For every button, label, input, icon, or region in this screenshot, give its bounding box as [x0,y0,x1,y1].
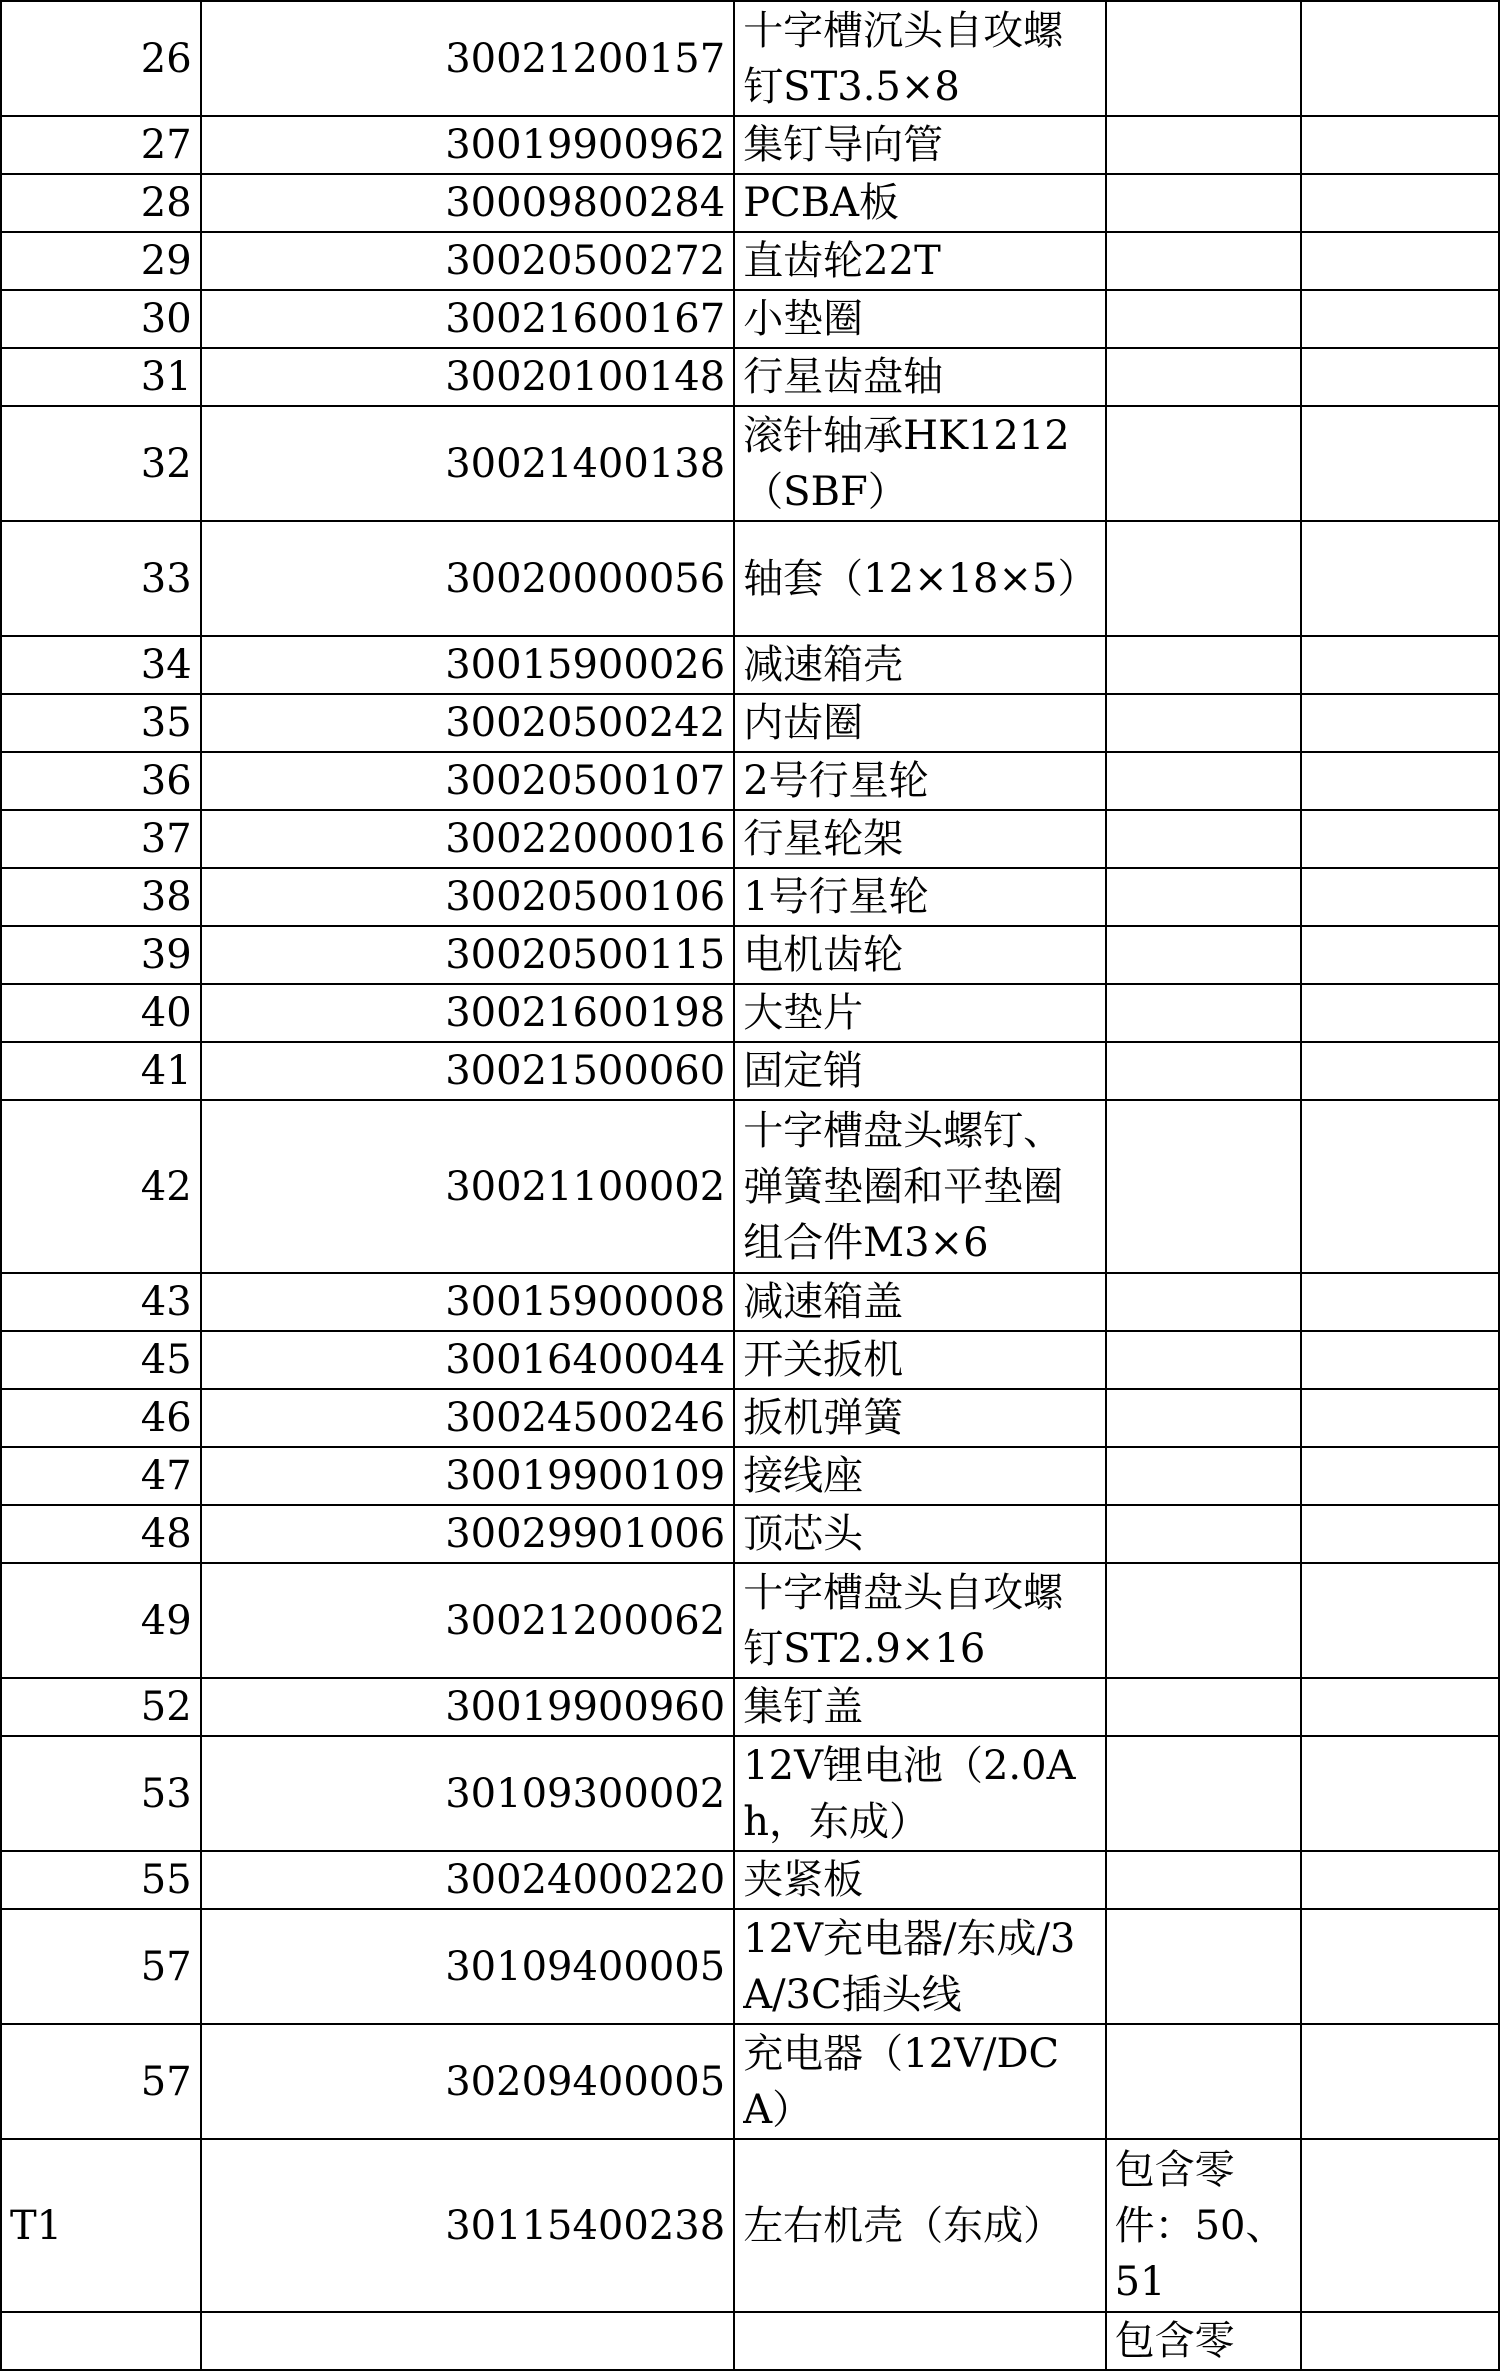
item-number-cell: 57 [1,1909,201,2024]
part-code-cell: 30016400044 [201,1331,734,1389]
remark-cell [1106,174,1302,232]
blank-cell [1301,926,1499,984]
part-code-cell: 30021600198 [201,984,734,1042]
table-row [1,521,1499,636]
blank-cell [1301,1331,1499,1389]
blank-cell [1301,1273,1499,1331]
table-row [1,1389,1499,1447]
table-row [1,1851,1499,1909]
blank-cell [1301,1563,1499,1678]
blank-cell [1301,174,1499,232]
part-name-cell: 夹紧板 [734,1851,1105,1909]
remark-cell [1106,290,1302,348]
parts-table-body [1,1,1499,2370]
table-row [1,2312,1499,2370]
blank-cell [1301,1505,1499,1563]
item-number-cell [1,2312,201,2370]
part-name-cell: 集钉导向管 [734,116,1105,174]
part-name-cell: 滚针轴承HK1212（SBF） [734,406,1105,521]
part-code-cell: 30009800284 [201,174,734,232]
part-name-cell: 固定销 [734,1042,1105,1100]
table-row [1,752,1499,810]
part-name-cell [734,2312,1105,2370]
blank-cell [1301,1447,1499,1505]
table-row [1,1447,1499,1505]
part-code-cell: 30021500060 [201,1042,734,1100]
table-row [1,1678,1499,1736]
part-name-cell: 减速箱盖 [734,1273,1105,1331]
part-code-cell: 30020000056 [201,521,734,636]
remark-cell [1106,2024,1302,2139]
part-name-cell: 大垫片 [734,984,1105,1042]
part-code-cell: 30021200062 [201,1563,734,1678]
item-number-cell: 38 [1,868,201,926]
table-row [1,694,1499,752]
table-row [1,1331,1499,1389]
part-code-cell: 30021400138 [201,406,734,521]
blank-cell [1301,406,1499,521]
remark-cell [1106,1678,1302,1736]
remark-cell [1106,1563,1302,1678]
part-code-cell: 30020500106 [201,868,734,926]
blank-cell [1301,2024,1499,2139]
table-row [1,810,1499,868]
remark-cell [1106,1447,1302,1505]
part-code-cell: 30024000220 [201,1851,734,1909]
item-number-cell: 36 [1,752,201,810]
item-number-cell: 42 [1,1100,201,1273]
remark-cell [1106,406,1302,521]
blank-cell [1301,868,1499,926]
part-name-cell: 行星轮架 [734,810,1105,868]
blank-cell [1301,1909,1499,2024]
blank-cell [1301,290,1499,348]
part-name-cell: 十字槽盘头自攻螺钉ST2.9×16 [734,1563,1105,1678]
blank-cell [1301,1,1499,116]
part-code-cell: 30209400005 [201,2024,734,2139]
part-code-cell [201,2312,734,2370]
table-row [1,2139,1499,2312]
item-number-cell: 33 [1,521,201,636]
remark-cell [1106,926,1302,984]
blank-cell [1301,752,1499,810]
item-number-cell: 37 [1,810,201,868]
item-number-cell: 48 [1,1505,201,1563]
remark-cell [1106,348,1302,406]
table-row [1,868,1499,926]
part-name-cell: PCBA板 [734,174,1105,232]
item-number-cell: 45 [1,1331,201,1389]
part-code-cell: 30109400005 [201,1909,734,2024]
table-row [1,1736,1499,1851]
remark-cell [1106,1,1302,116]
part-code-cell: 30109300002 [201,1736,734,1851]
remark-cell [1106,116,1302,174]
blank-cell [1301,521,1499,636]
part-name-cell: 充电器（12V/DCA） [734,2024,1105,2139]
part-code-cell: 30019900962 [201,116,734,174]
item-number-cell: 32 [1,406,201,521]
item-number-cell: 34 [1,636,201,694]
table-row [1,1505,1499,1563]
item-number-cell: T1 [1,2139,201,2312]
remark-cell [1106,868,1302,926]
remark-cell [1106,1389,1302,1447]
remark-cell [1106,752,1302,810]
item-number-cell: 41 [1,1042,201,1100]
table-row [1,1042,1499,1100]
remark-cell [1106,1042,1302,1100]
blank-cell [1301,116,1499,174]
blank-cell [1301,2139,1499,2312]
part-name-cell: 小垫圈 [734,290,1105,348]
remark-cell [1106,521,1302,636]
remark-cell [1106,1331,1302,1389]
part-name-cell: 十字槽盘头螺钉、弹簧垫圈和平垫圈组合件M3×6 [734,1100,1105,1273]
blank-cell [1301,1678,1499,1736]
part-name-cell: 接线座 [734,1447,1105,1505]
item-number-cell: 55 [1,1851,201,1909]
blank-cell [1301,1042,1499,1100]
part-code-cell: 30024500246 [201,1389,734,1447]
remark-cell [1106,1505,1302,1563]
item-number-cell: 28 [1,174,201,232]
part-code-cell: 30020500107 [201,752,734,810]
remark-cell: 包含零件：50、51 [1106,2139,1302,2312]
blank-cell [1301,1389,1499,1447]
item-number-cell: 49 [1,1563,201,1678]
remark-cell [1106,1273,1302,1331]
blank-cell [1301,694,1499,752]
part-code-cell: 30021100002 [201,1100,734,1273]
part-code-cell: 30021600167 [201,290,734,348]
blank-cell [1301,1851,1499,1909]
part-name-cell: 开关扳机 [734,1331,1105,1389]
item-number-cell: 47 [1,1447,201,1505]
part-name-cell: 电机齿轮 [734,926,1105,984]
blank-cell [1301,348,1499,406]
part-code-cell: 30015900026 [201,636,734,694]
table-row [1,1,1499,116]
blank-cell [1301,810,1499,868]
table-row [1,174,1499,232]
part-name-cell: 轴套（12×18×5） [734,521,1105,636]
table-row [1,1273,1499,1331]
part-code-cell: 30020100148 [201,348,734,406]
part-name-cell: 左右机壳（东成） [734,2139,1105,2312]
part-name-cell: 12V锂电池（2.0Ah，东成） [734,1736,1105,1851]
blank-cell [1301,1736,1499,1851]
item-number-cell: 27 [1,116,201,174]
part-code-cell: 30029901006 [201,1505,734,1563]
remark-cell [1106,636,1302,694]
item-number-cell: 31 [1,348,201,406]
part-name-cell: 顶芯头 [734,1505,1105,1563]
table-row [1,406,1499,521]
table-row [1,1100,1499,1273]
part-name-cell: 集钉盖 [734,1678,1105,1736]
table-row [1,926,1499,984]
table-row [1,984,1499,1042]
blank-cell [1301,636,1499,694]
part-code-cell: 30020500115 [201,926,734,984]
table-row [1,1909,1499,2024]
part-name-cell: 十字槽沉头自攻螺钉ST3.5×8 [734,1,1105,116]
remark-cell [1106,1100,1302,1273]
part-name-cell: 1号行星轮 [734,868,1105,926]
part-name-cell: 减速箱壳 [734,636,1105,694]
item-number-cell: 43 [1,1273,201,1331]
blank-cell [1301,2312,1499,2370]
remark-cell [1106,1909,1302,2024]
remark-cell [1106,1851,1302,1909]
part-name-cell: 直齿轮22T [734,232,1105,290]
remark-cell [1106,810,1302,868]
blank-cell [1301,232,1499,290]
item-number-cell: 57 [1,2024,201,2139]
blank-cell [1301,984,1499,1042]
table-row [1,348,1499,406]
part-name-cell: 内齿圈 [734,694,1105,752]
table-row [1,636,1499,694]
part-name-cell: 2号行星轮 [734,752,1105,810]
item-number-cell: 26 [1,1,201,116]
part-code-cell: 30020500272 [201,232,734,290]
table-row [1,290,1499,348]
part-code-cell: 30022000016 [201,810,734,868]
item-number-cell: 46 [1,1389,201,1447]
remark-cell [1106,984,1302,1042]
part-code-cell: 30015900008 [201,1273,734,1331]
item-number-cell: 53 [1,1736,201,1851]
part-name-cell: 12V充电器/东成/3A/3C插头线 [734,1909,1105,2024]
item-number-cell: 40 [1,984,201,1042]
part-code-cell: 30019900109 [201,1447,734,1505]
item-number-cell: 30 [1,290,201,348]
remark-cell [1106,232,1302,290]
part-code-cell: 30021200157 [201,1,734,116]
part-code-cell: 30115400238 [201,2139,734,2312]
item-number-cell: 35 [1,694,201,752]
part-code-cell: 30019900960 [201,1678,734,1736]
blank-cell [1301,1100,1499,1273]
table-row [1,116,1499,174]
item-number-cell: 52 [1,1678,201,1736]
remark-cell: 包含零 [1106,2312,1302,2370]
remark-cell [1106,1736,1302,1851]
part-name-cell: 行星齿盘轴 [734,348,1105,406]
part-name-cell: 扳机弹簧 [734,1389,1105,1447]
item-number-cell: 29 [1,232,201,290]
item-number-cell: 39 [1,926,201,984]
table-row [1,232,1499,290]
table-row [1,1563,1499,1678]
table-row [1,2024,1499,2139]
part-code-cell: 30020500242 [201,694,734,752]
remark-cell [1106,694,1302,752]
